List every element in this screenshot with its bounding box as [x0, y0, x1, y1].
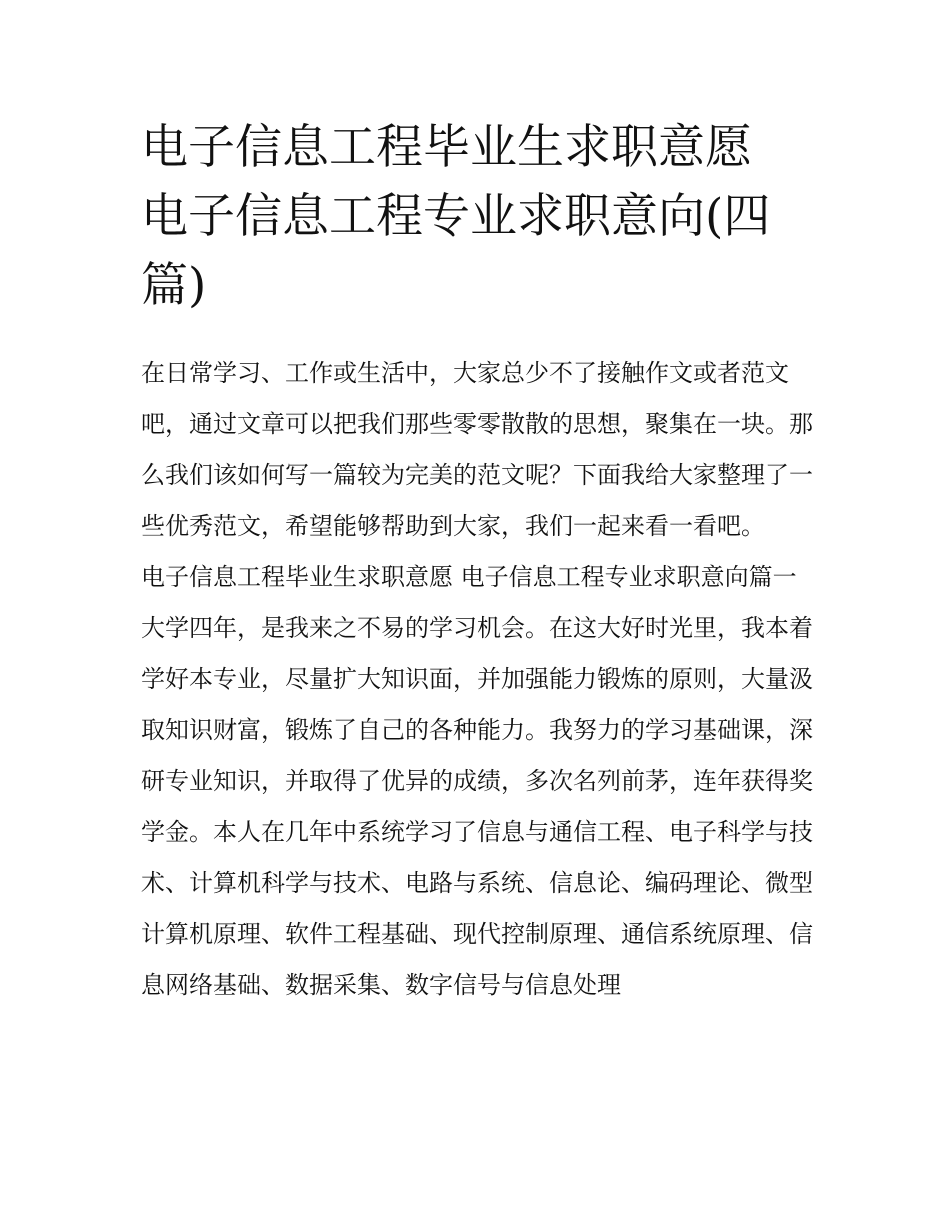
section-heading: 电子信息工程毕业生求职意愿 电子信息工程专业求职意向篇一: [141, 563, 797, 591]
document-title: 电子信息工程毕业生求职意愿 电子信息工程专业求职意向(四篇): [141, 120, 771, 313]
section-body-paragraph: 大学四年，是我来之不易的学习机会。在这大好时光里，我本着学好本专业，尽量扩大知识面，并加强能力锻炼的原则，大量汲取知识财富，锻炼了自己的各种能力。我努力的学习基础课，深研专业知识，并取得了优异的成绩，多次名列前茅，连年获得奖学金。本人在几年中系统学习了信息与通信工程、电子科学与技术、计算机科学与技术、电路与系统、信息论、编码理论、微型计算机原理、软件工程基础、现代控制原理、通信系统原理、信息网络基础、数据采集、数字信号与信息处理: [141, 614, 813, 999]
intro-paragraph: 在日常学习、工作或生活中，大家总少不了接触作文或者范文吧，通过文章可以把我们那些零零散散的思想，聚集在一块。那么我们该如何写一篇较为完美的范文呢？下面我给大家整理了一些优秀范文，希望能够帮助到大家，我们一起来看一看吧。: [141, 359, 813, 540]
document-content: [141, 113, 813, 1011]
